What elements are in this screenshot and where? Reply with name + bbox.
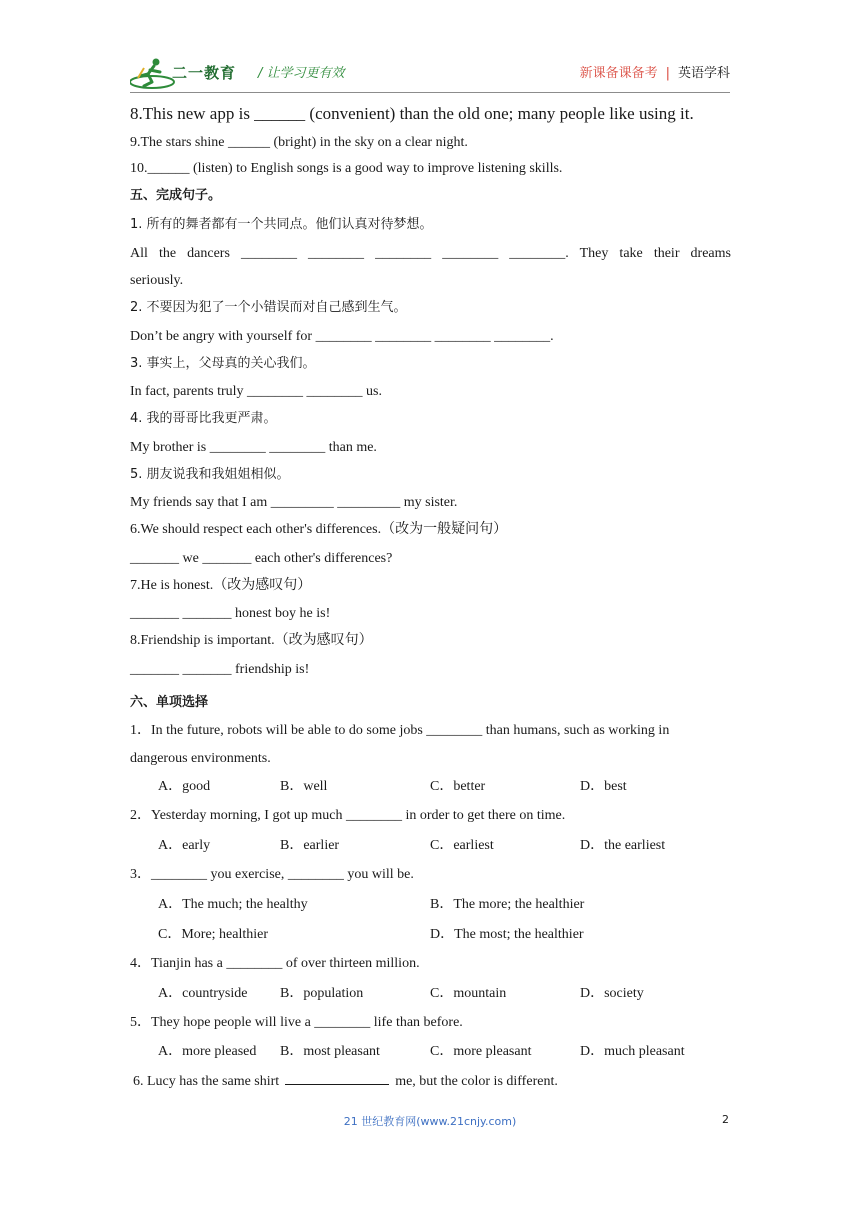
header-subject-label: 英语学科 (677, 66, 730, 81)
mc-1-option-c: C．better (430, 779, 486, 794)
mc-1-stem-cont: dangerous environments. (130, 751, 271, 766)
mc-5-option-b: B．most pleasant (280, 1044, 380, 1059)
mc-4-option-c: C．mountain (430, 986, 507, 1001)
q2-chinese: 2. 不要因为犯了一个小错误而对自己感到生气。 (130, 300, 407, 315)
header-slogan: / 让学习更有效 (258, 66, 345, 81)
question-8: 8.This new app is ______ (convenient) than the old one; many people like using it. (130, 104, 694, 123)
mc-2-option-a: A．early (158, 838, 211, 853)
mc-6-stem (133, 1072, 558, 1091)
q6-answer: _______ we _______ each other's differences? (130, 551, 393, 566)
mc-4-option-d: D．society (580, 986, 644, 1001)
mc-3-option-d: D．The most; the healthier (430, 927, 584, 942)
mc-3-option-a: A．The much; the healthy (158, 897, 308, 912)
page-header (130, 52, 730, 92)
q5-english: My friends say that I am _________ _________ my sister. (130, 495, 458, 510)
mc-1-stem: 1．In the future, robots will be able to do some jobs ________ than humans, such as working in (130, 723, 670, 738)
mc-1-option-a: A．good (158, 779, 211, 794)
q3-english: In fact, parents truly ________ ________ us. (130, 384, 382, 399)
q4-chinese: 4. 我的哥哥比我更严肃。 (130, 411, 277, 426)
logo-text: 二一教育 (172, 64, 237, 82)
q6-prompt: 6.We should respect each other's differences.（改为一般疑问句） (130, 522, 508, 537)
mc-4-option-a: A．countryside (158, 986, 248, 1001)
q8-answer: _______ _______ friendship is! (130, 662, 310, 677)
header-divider (130, 92, 730, 93)
q1-english-cont: seriously. (130, 273, 184, 288)
mc-5-option-d: D．much pleasant (580, 1044, 685, 1059)
mc-6-stem-end: me, but the color is different. (395, 1074, 558, 1089)
q4-english: My brother is ________ ________ than me. (130, 440, 377, 455)
footer-site: 21 世纪教育网(www.21cnjy.com) (343, 1115, 517, 1128)
mc-3-option-b: B．The more; the healthier (430, 897, 585, 912)
mc-5-option-a: A．more pleased (158, 1044, 257, 1059)
mc-2-option-b: B．earlier (280, 838, 340, 853)
mc-3-stem: 3．________ you exercise, ________ you will be. (130, 867, 414, 882)
section-5-title: 五、完成句子。 (130, 188, 222, 203)
mc-5-stem: 5．They hope people will live a ________ life than before. (130, 1015, 463, 1030)
mc-1-option-b: B．well (280, 779, 328, 794)
mc-2-option-d: D．the earliest (580, 838, 666, 853)
mc-4-stem: 4．Tianjin has a ________ of over thirteen million. (130, 956, 420, 971)
section-6-title: 六、单项选择 (130, 695, 209, 710)
q7-prompt: 7.He is honest.（改为感叹句） (130, 578, 312, 593)
answer-blank (285, 1072, 389, 1085)
mc-4-option-b: B．population (280, 986, 364, 1001)
q3-chinese: 3. 事实上，父母真的关心我们。 (130, 356, 316, 371)
mc-6-stem-start: 6. Lucy has the same shirt (133, 1074, 280, 1089)
mc-5-option-c: C．more pleasant (430, 1044, 532, 1059)
q2-english: Don’t be angry with yourself for ________ ________ ________ ________. (130, 329, 554, 344)
q7-answer: _______ _______ honest boy he is! (130, 606, 331, 621)
q1-chinese: 1. 所有的舞者都有一个共同点。他们认真对待梦想。 (130, 217, 433, 232)
q1-english: All the dancers ________ ________ ________ ________ ________. They take their dreams (130, 246, 731, 261)
q5-chinese: 5. 朋友说我和我姐姐相似。 (130, 467, 290, 482)
mc-2-option-c: C．earliest (430, 838, 494, 853)
page-number: 2 (722, 1113, 729, 1126)
question-10: 10.______ (listen) to English songs is a good way to improve listening skills. (130, 161, 563, 176)
mc-3-option-c: C．More; healthier (158, 927, 269, 942)
header-course-label: 新课备课备考 (579, 66, 658, 81)
header-subject (580, 62, 730, 81)
mc-1-option-d: D．best (580, 779, 627, 794)
header-separator: | (665, 66, 670, 81)
question-9: 9.The stars shine ______ (bright) in the sky on a clear night. (130, 135, 468, 150)
q8-prompt: 8.Friendship is important.（改为感叹句） (130, 633, 373, 648)
mc-2-stem: 2．Yesterday morning, I got up much ________ in order to get there on time. (130, 808, 566, 823)
